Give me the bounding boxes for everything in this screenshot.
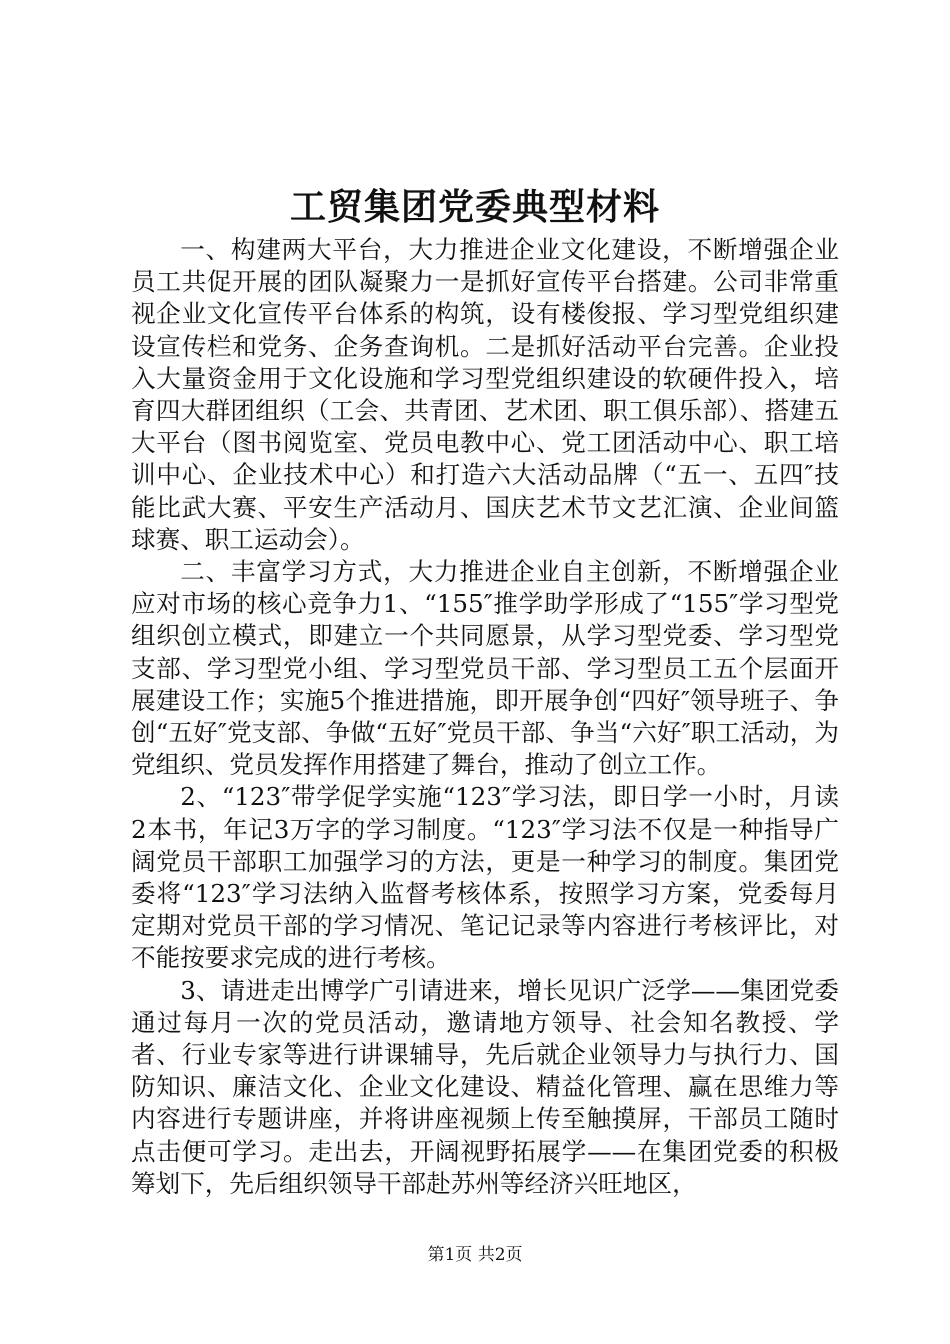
page-number-footer: 第1页 共2页 [427, 1245, 523, 1265]
document-title: 工贸集团党委典型材料 [289, 186, 660, 228]
paragraph-4: 3、请进走出博学广引请进来，增长见识广泛学——集团党委通过每月一次的党员活动，邀请地方领导、社会知名教授、学者、行业专家等进行讲课辅导，先后就企业领导力与执行力、国防知识、廉洁文化、企业文化建设、精益化管理、赢在思维力等内容进行专题讲座，并将讲座视频上传至触摸屏，干部员工随时点击便可学习。走出去，开阔视野拓展学——在集团党委的积极筹划下，先后组织领导干部赴苏州等经济兴旺地区， [131, 975, 839, 1198]
paragraph-3: 2、“123″带学促学实施“123″学习法，即日学一小时，月读2本书，年记3万字的学习制度。“123″学习法不仅是一种指导广阔党员干部职工加强学习的方法，更是一种学习的制度。集团党委将“123″学习法纳入监督考核体系，按照学习方案，党委每月定期对党员干部的学习情况、笔记记录等内容进行考核评比，对不能按要求完成的进行考核。 [131, 782, 839, 973]
document-body [131, 234, 839, 1200]
paragraph-1: 一、构建两大平台，大力推进企业文化建设，不断增强企业员工共促开展的团队凝聚力一是抓好宣传平台搭建。公司非常重视企业文化宣传平台体系的构筑，设有楼俊报、学习型党组织建设宣传栏和党务、企务查询机。二是抓好活动平台完善。企业投入大量资金用于文化设施和学习型党组织建设的软硬件投入，培育四大群团组织（工会、共青团、艺术团、职工俱乐部）、搭建五大平台（图书阅览室、党员电教中心、党工团活动中心、职工培训中心、企业技术中心）和打造六大活动品牌（“五一、五四″技能比武大赛、平安生产活动月、国庆艺术节文艺汇演、企业间篮球赛、职工运动会）。 [131, 235, 839, 554]
paragraph-2: 二、丰富学习方式，大力推进企业自主创新，不断增强企业应对市场的核心竞争力1、“155″推学助学形成了“155″学习型党组织创立模式，即建立一个共同愿景，从学习型党委、学习型党支部、学习型党小组、学习型党员干部、学习型员工五个层面开展建设工作；实施5个推进措施，即开展争创“四好″领导班子、争创“五好″党支部、争做“五好″党员干部、争当“六好″职工活动，为党组织、党员发挥作用搭建了舞台，推动了创立工作。 [131, 557, 839, 780]
